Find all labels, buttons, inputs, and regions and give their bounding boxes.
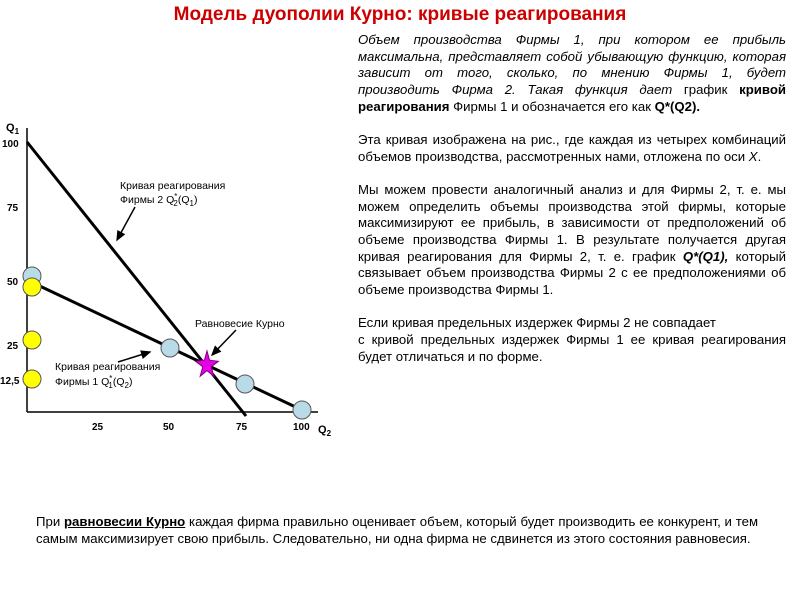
cournot-equilibrium-term: равновесии Курно	[63, 514, 186, 529]
reaction-curve-term: кривой реагирования	[358, 82, 787, 114]
equilibrium-label-arrow	[212, 330, 236, 355]
y-axis-label: $Q_1$	[6, 122, 20, 136]
explanation-text	[358, 32, 786, 382]
x-tick-25: 25	[92, 422, 104, 433]
paragraph-4: Если кривая предельных издержек Фирмы 2 не совпадает с кривой предельных издержек Фирмы 1 ее кривая реагирования будет отличаться и по форме.	[358, 315, 786, 364]
equilibrium-explanation: При равновесии Курно каждая фирма правильно оценивает объем, который будет производить ее конкурент, и тем самым максимизирует свою прибыль. Следовательно, ни одна фирма не сдвинется из этого состояния равновесия.	[36, 514, 759, 546]
y-tick-50: 50	[7, 277, 19, 288]
firm2-label-arrow	[117, 207, 135, 240]
x-tick-75: 75	[236, 422, 248, 433]
y-tick-75: 75	[7, 203, 19, 214]
x-tick-50: 50	[163, 422, 175, 433]
x-tick-100: 100	[293, 422, 310, 433]
x-axis-label: $Q_2$	[318, 424, 332, 438]
paragraph-2: Эта кривая изображена на рис., где каждая из четырех комбинаций объемов производства, рассмотренных нами, отложена по оси X.	[358, 132, 786, 164]
paragraph-3: Мы можем провести аналогичный анализ и для Фирмы 2, т. е. мы можем определить объемы производства этой фирмы, которые максимизируют ее прибыль, в зависимости от предположений об объеме производства Фирмы 1. В результате получается другая кривая реагирования для Фирмы 2, т. е. график Q*(Q1), который связывает объем производства Фирмы 2 с ее предположениями об объеме производства Фирмы 1.	[358, 181, 787, 298]
page-title: Модель дуополии Курно: кривые реагирования	[173, 4, 627, 25]
firm1-curve-label: Кривая реагирования Фирмы 1 Q* $1(Q_2)$	[55, 361, 161, 390]
firm2-curve-label: Кривая реагирования Фирмы 2 Q* $2(Q_1)$	[120, 180, 226, 208]
firm1-curve-point	[236, 375, 254, 393]
firm1-curve-point	[293, 401, 311, 419]
y-tick-25: 25	[7, 341, 19, 352]
firm1-curve-point	[161, 339, 179, 357]
reaction-curves-graph	[0, 110, 345, 440]
q1-choice-point	[23, 370, 41, 388]
y-tick-12-5: 12,5	[0, 376, 20, 387]
q1-choice-point	[23, 278, 41, 296]
cournot-equilibrium-star	[196, 351, 219, 376]
y-tick-100: 100	[2, 139, 19, 150]
paragraph-1: Объем производства Фирмы 1, при котором ее прибыль максимальна, представляет собой убывающую функцию, которая зависит от того, сколько, по мнению Фирмы 1, будет производить Фирма 2. Такая функция дает график кривой реагирования Фирмы 1 и обозначается его как Q*(Q2).	[358, 32, 787, 114]
equilibrium-label: Равновесие Курно	[195, 318, 285, 330]
q1-choice-point	[23, 331, 41, 349]
